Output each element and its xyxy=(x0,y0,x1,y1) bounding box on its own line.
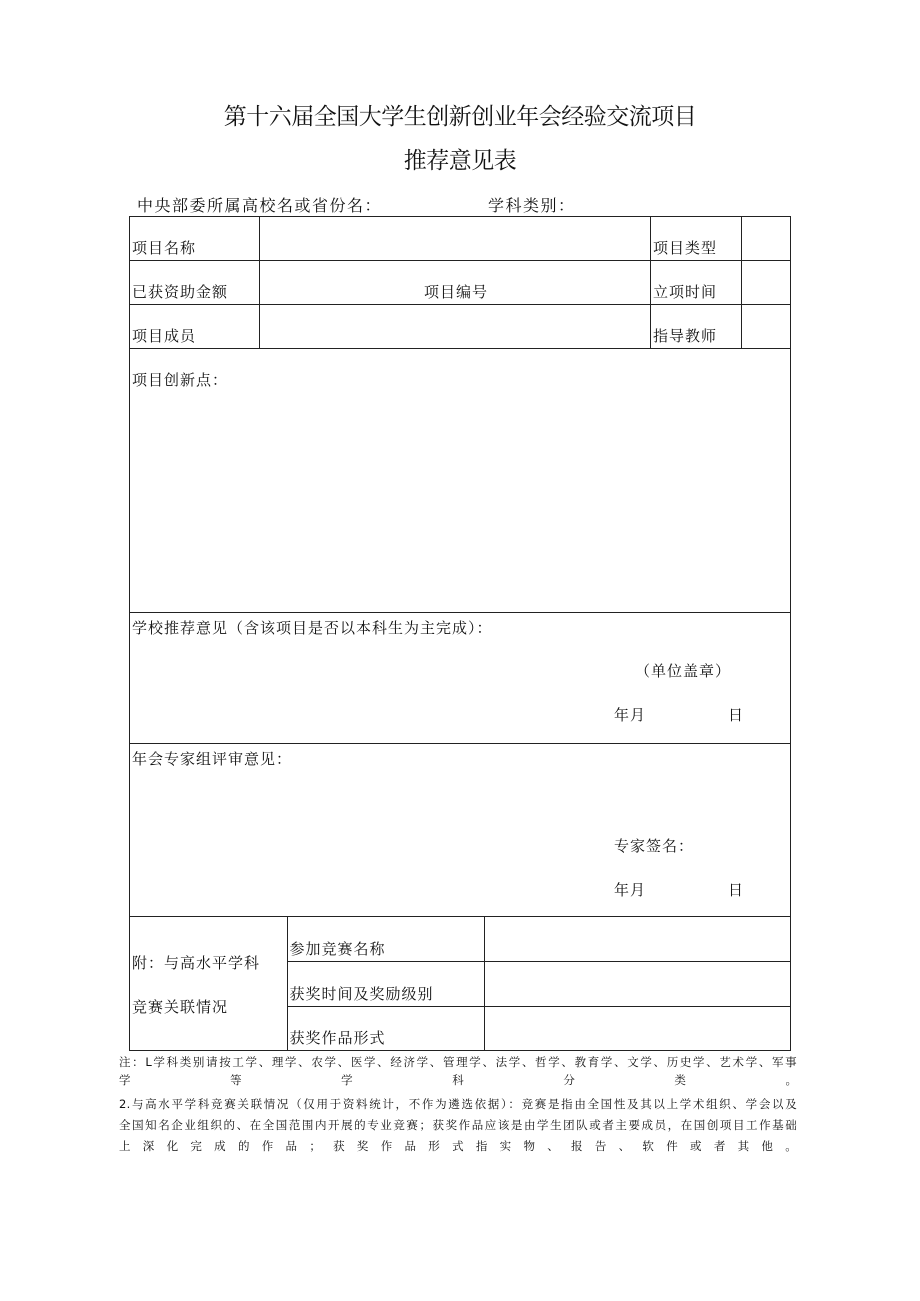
work-form-field[interactable] xyxy=(484,1006,791,1050)
seal-label: （单位盖章） xyxy=(635,662,732,680)
subject-category-label: 学科类别： xyxy=(488,196,576,215)
start-time-field[interactable] xyxy=(742,261,791,305)
start-time-label: 立项时间 xyxy=(651,261,742,305)
expert-date-year-month: 年月 xyxy=(614,881,647,899)
innovation-section[interactable] xyxy=(130,349,791,613)
project-type-label: 项目类型 xyxy=(651,217,742,261)
project-type-field[interactable] xyxy=(742,217,791,261)
work-form-label: 获奖作品形式 xyxy=(287,1006,484,1050)
advisor-label: 指导教师 xyxy=(651,305,742,349)
school-date-year-month: 年月 xyxy=(614,706,647,724)
project-number-label: 项目编号 xyxy=(260,261,651,305)
appendix-section xyxy=(130,917,791,1051)
note-line-3: 2.与高水平学科竞赛关联情况（仅用于资料统计，不作为遴选依据）：竞赛是指由全国性及其以上学术组织、学会以及 xyxy=(119,1097,797,1111)
competition-name-field[interactable] xyxy=(484,917,791,961)
form-title: 第十六届全国大学生创新创业年会经验交流项目 xyxy=(223,104,697,130)
appendix-label-line1: 附：与高水平学科 xyxy=(132,954,261,972)
school-opinion-label: 学校推荐意见（含该项目是否以本科生为主完成）： xyxy=(132,619,493,637)
members-field[interactable] xyxy=(260,305,651,349)
award-time-level-field[interactable] xyxy=(484,961,791,1006)
expert-opinion-section[interactable] xyxy=(130,744,791,917)
appendix-label-line2: 竞赛关联情况 xyxy=(132,998,229,1016)
note-line-5: 上深化完成的作品；获奖作品形式指实物、报告、软件或者其他。 xyxy=(119,1139,797,1153)
note-line-4: 全国知名企业组织的、在全国范围内开展的专业竞赛；获奖作品应该是由学生团队或者主要成员，在国创项目工作基础 xyxy=(119,1118,797,1132)
note-line-1: 注：L学科类别请按工学、理学、农学、医学、经济学、管理学、法学、哲学、教育学、文学、历史学、艺术学、军事 xyxy=(119,1055,797,1069)
award-time-level-label: 获奖时间及奖励级别 xyxy=(287,961,484,1006)
note-line-2: 学等学科分类。 xyxy=(119,1073,797,1087)
competition-name-label: 参加竞赛名称 xyxy=(287,917,484,961)
project-name-field[interactable] xyxy=(260,217,651,261)
innovation-label: 项目创新点： xyxy=(132,371,229,389)
expert-opinion-label: 年会专家组评审意见： xyxy=(132,750,293,768)
school-opinion-section[interactable] xyxy=(130,613,791,744)
expert-signature-label: 专家签名： xyxy=(614,837,695,855)
form-subtitle: 推荐意见表 xyxy=(403,148,517,174)
expert-date-day: 日 xyxy=(728,881,745,899)
appendix-label-cell xyxy=(130,917,287,1050)
advisor-field[interactable] xyxy=(742,305,791,349)
school-date-day: 日 xyxy=(728,706,745,724)
members-label: 项目成员 xyxy=(130,305,260,349)
funding-label: 已获资助金额 xyxy=(130,261,260,305)
school-label: 中央部委所属高校名或省份名： xyxy=(137,196,383,215)
project-name-label: 项目名称 xyxy=(130,217,260,261)
appendix-table xyxy=(130,917,791,1050)
recommendation-form-table xyxy=(129,216,791,1051)
